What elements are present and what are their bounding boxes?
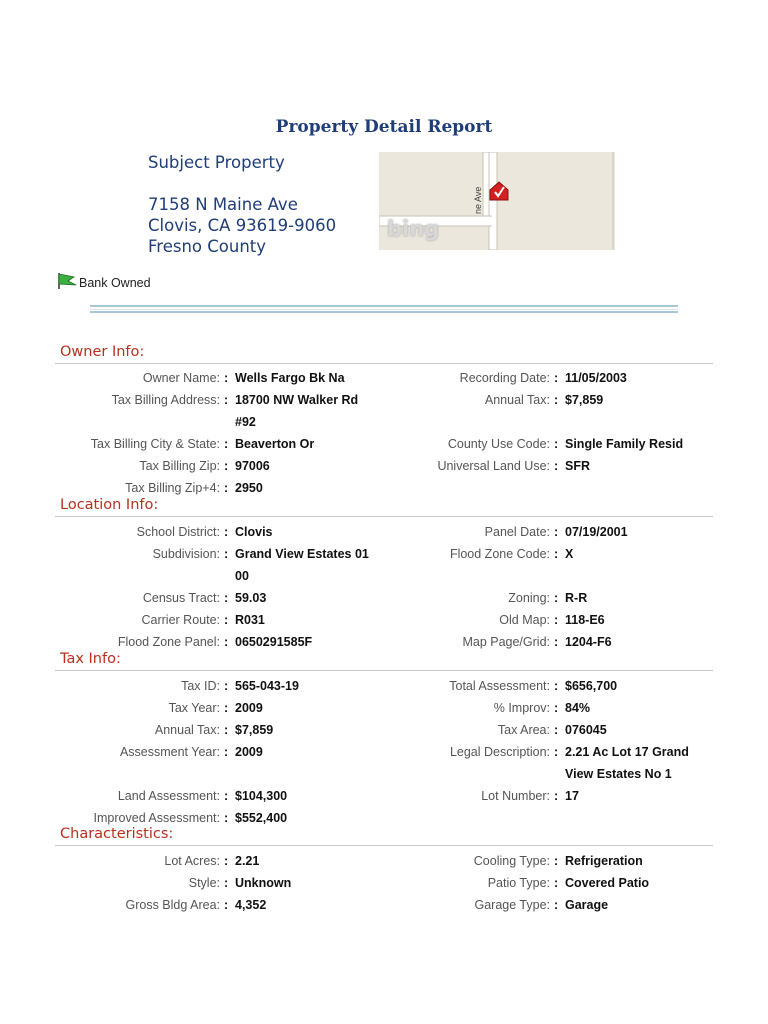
field-value-line: 07/19/2001	[565, 525, 628, 539]
field-value-line: 076045	[565, 723, 607, 737]
field-label: Patio Type:	[487, 876, 550, 890]
field-value-line: $104,300	[235, 789, 288, 803]
county-name: Fresno County	[148, 237, 267, 256]
field-label: Tax Billing Address:	[111, 393, 220, 407]
field-value	[565, 389, 715, 411]
field-separator	[554, 872, 558, 894]
field-value-line: 2950	[235, 481, 263, 495]
field-separator	[554, 433, 558, 455]
section-title: Characteristics:	[60, 826, 174, 842]
field-value	[235, 631, 390, 653]
section-title: Location Info:	[60, 497, 159, 513]
field-value	[565, 521, 715, 543]
field-label: Zoning:	[508, 591, 550, 605]
field-value-line: 18700 NW Walker Rd	[235, 393, 359, 407]
field-label: Cooling Type:	[473, 854, 550, 868]
field-label: Tax ID:	[181, 679, 220, 693]
field-value	[235, 850, 390, 872]
field-label: Universal Land Use:	[437, 459, 550, 473]
field-separator	[554, 521, 558, 543]
field-value	[565, 543, 715, 565]
field-separator	[554, 697, 558, 719]
field-separator	[554, 850, 558, 872]
location-map[interactable]	[379, 152, 615, 250]
section-rule	[55, 516, 713, 517]
field-value-line: Grand View Estates 01	[235, 547, 369, 561]
field-value	[235, 543, 390, 587]
field-value	[565, 719, 715, 741]
field-value-line: 00	[235, 569, 249, 583]
field-label: Tax Year:	[168, 701, 220, 715]
field-value-line: Covered Patio	[565, 876, 650, 890]
field-separator	[224, 521, 228, 543]
field-separator	[554, 389, 558, 411]
subject-property-block	[148, 152, 336, 257]
field-value-line: $7,859	[565, 393, 604, 407]
field-separator	[554, 367, 558, 389]
field-label: Annual Tax:	[154, 723, 220, 737]
field-value-line: View Estates No 1	[565, 767, 672, 781]
field-label: County Use Code:	[447, 437, 550, 451]
field-separator	[224, 433, 228, 455]
field-value	[235, 785, 390, 807]
field-label: Land Assessment:	[117, 789, 220, 803]
field-separator	[224, 741, 228, 763]
field-label: Lot Acres:	[164, 854, 220, 868]
field-label: Map Page/Grid:	[462, 635, 550, 649]
field-label: Garage Type:	[474, 898, 550, 912]
field-value-line: 0650291585F	[235, 635, 313, 649]
address-line-1: 7158 N Maine Ave	[148, 195, 298, 214]
field-separator	[224, 543, 228, 565]
field-value-line: R-R	[565, 591, 588, 605]
bank-owned-label: Bank Owned	[79, 276, 151, 290]
field-label: Tax Billing City & State:	[90, 437, 220, 451]
field-value	[565, 455, 715, 477]
field-separator	[224, 367, 228, 389]
field-label: Tax Billing Zip:	[139, 459, 220, 473]
section-title: Owner Info:	[60, 344, 145, 360]
field-value-line: 2009	[235, 745, 263, 759]
field-label: Recording Date:	[459, 371, 550, 385]
subject-heading: Subject Property	[148, 153, 285, 172]
field-separator	[224, 675, 228, 697]
field-separator	[554, 543, 558, 565]
field-separator	[224, 631, 228, 653]
field-value	[565, 631, 715, 653]
field-separator	[224, 719, 228, 741]
field-value	[235, 675, 390, 697]
field-value-line: Wells Fargo Bk Na	[235, 371, 345, 385]
field-value-line: 118-E6	[565, 613, 605, 627]
field-separator	[224, 389, 228, 411]
field-value	[565, 697, 715, 719]
field-value-line: 59.03	[235, 591, 267, 605]
field-separator	[224, 609, 228, 631]
green-flag-icon	[57, 272, 79, 290]
field-value	[565, 850, 715, 872]
field-value-line: 2.21 Ac Lot 17 Grand	[565, 745, 689, 759]
field-value	[235, 741, 390, 763]
field-value	[235, 389, 390, 433]
field-separator	[224, 894, 228, 916]
field-label: Tax Area:	[497, 723, 550, 737]
section-rule	[55, 363, 713, 364]
field-value-line: 4,352	[235, 898, 267, 912]
field-value-line: Beaverton Or	[235, 437, 315, 451]
field-separator	[554, 609, 558, 631]
field-separator	[554, 587, 558, 609]
field-value-line: 2009	[235, 701, 263, 715]
field-value	[235, 697, 390, 719]
map-street-label: ne Ave	[473, 186, 483, 214]
field-separator	[554, 455, 558, 477]
field-value-line: 1204-F6	[565, 635, 612, 649]
field-label: Tax Billing Zip+4:	[125, 481, 220, 495]
field-value	[235, 521, 390, 543]
field-value	[565, 433, 715, 455]
field-separator	[224, 697, 228, 719]
field-separator	[554, 894, 558, 916]
field-value	[565, 367, 715, 389]
field-value-line: Clovis	[235, 525, 273, 539]
field-label: Lot Number:	[481, 789, 550, 803]
field-label: Assessment Year:	[119, 745, 220, 759]
section-rule	[55, 670, 713, 671]
field-value-line: Unknown	[235, 876, 292, 890]
field-value	[235, 367, 390, 389]
field-value-line: #92	[235, 415, 256, 429]
field-label: Improved Assessment:	[93, 811, 220, 825]
field-label: School District:	[136, 525, 220, 539]
field-value	[235, 587, 390, 609]
field-value-line: X	[565, 547, 574, 561]
field-value	[235, 807, 390, 829]
bing-logo: bing	[387, 217, 440, 241]
field-value-line: $552,400	[235, 811, 288, 825]
field-separator	[224, 587, 228, 609]
field-label: Panel Date:	[484, 525, 550, 539]
field-separator	[224, 455, 228, 477]
field-value-line: R031	[235, 613, 265, 627]
field-label: Flood Zone Panel:	[117, 635, 220, 649]
field-value	[565, 587, 715, 609]
field-value-line: Refrigeration	[565, 854, 643, 868]
field-label: Owner Name:	[142, 371, 220, 385]
field-separator	[554, 675, 558, 697]
field-label: Flood Zone Code:	[449, 547, 550, 561]
field-label: Census Tract:	[142, 591, 220, 605]
field-label: Carrier Route:	[141, 613, 220, 627]
field-separator	[224, 850, 228, 872]
field-value	[235, 455, 390, 477]
field-separator	[224, 807, 228, 829]
field-separator	[554, 631, 558, 653]
field-separator	[554, 785, 558, 807]
field-value-line: 2.21	[235, 854, 260, 868]
report-title: Property Detail Report	[275, 117, 493, 137]
bank-owned-indicator	[57, 272, 151, 290]
field-label: Gross Bldg Area:	[125, 898, 220, 912]
field-separator	[554, 719, 558, 741]
field-value	[565, 675, 715, 697]
field-separator	[554, 741, 558, 763]
field-separator	[224, 872, 228, 894]
section-rule	[55, 845, 713, 846]
field-value-line: 565-043-19	[235, 679, 299, 693]
field-value-line: 84%	[565, 701, 591, 715]
field-value-line: 17	[565, 789, 579, 803]
field-value-line: Garage	[565, 898, 609, 912]
field-value-line: 11/05/2003	[565, 371, 627, 385]
field-label: Legal Description:	[449, 745, 550, 759]
field-value-line: SFR	[565, 459, 590, 473]
field-label: Annual Tax:	[484, 393, 550, 407]
field-value	[235, 719, 390, 741]
field-value-line: $656,700	[565, 679, 618, 693]
field-value	[565, 785, 715, 807]
field-value-line: $7,859	[235, 723, 274, 737]
field-label: Subdivision:	[152, 547, 220, 561]
field-value	[235, 477, 390, 499]
field-separator	[224, 785, 228, 807]
field-value	[565, 741, 715, 785]
field-label: Style:	[188, 876, 220, 890]
field-label: % Improv:	[493, 701, 550, 715]
field-label: Old Map:	[499, 613, 550, 627]
field-label: Total Assessment:	[449, 679, 550, 693]
field-value-line: Single Family Resid	[565, 437, 684, 451]
field-value-line: 97006	[235, 459, 270, 473]
field-value	[565, 894, 715, 916]
field-value	[235, 433, 390, 455]
field-value	[565, 609, 715, 631]
field-value	[565, 872, 715, 894]
address-line-2: Clovis, CA 93619-9060	[148, 216, 337, 235]
header-divider	[90, 305, 678, 313]
field-separator	[224, 477, 228, 499]
section-title: Tax Info:	[60, 651, 121, 667]
field-value	[235, 872, 390, 894]
field-value	[235, 609, 390, 631]
field-value	[235, 894, 390, 916]
